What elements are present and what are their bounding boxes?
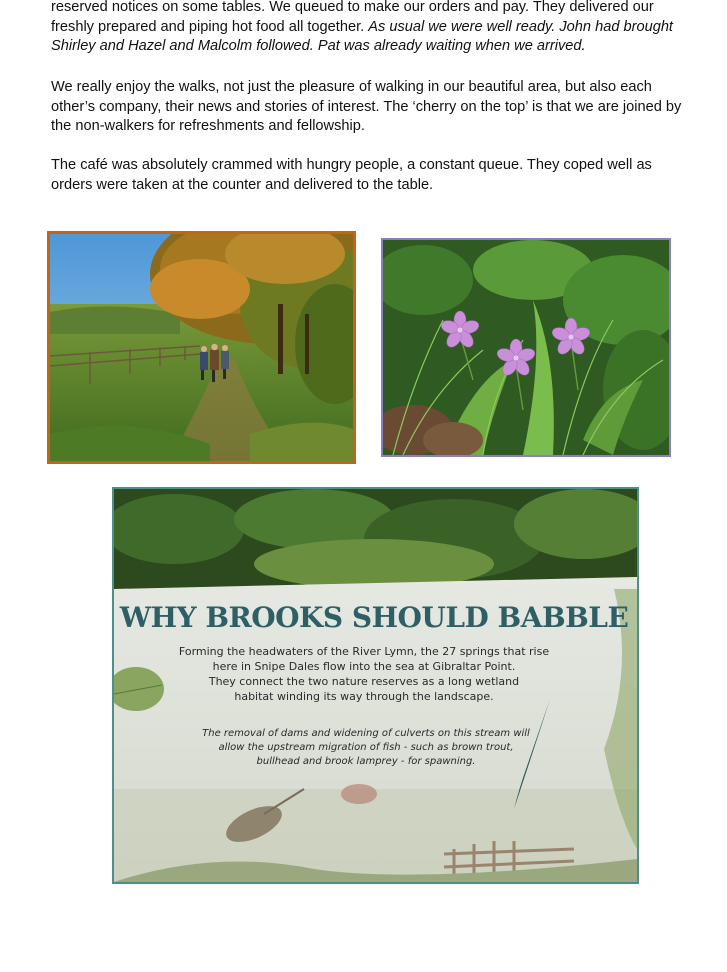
sign-text-line: allow the upstream migration of fish - such as brown trout,: [218, 742, 514, 753]
paragraph-cafe-orders-text: reserved notices on some tables. We queued to make our orders and pay. They delivered our freshly prepared and piping hot food all together.: [51, 0, 654, 35]
paragraph-walks: We really enjoy the walks, not just the pleasure of walking in our beautiful area, but also each other’s company, their news and stories of interest. The ‘cherry on the top’ is that we are joined by the non-walkers for refreshments and fellowship.: [51, 79, 682, 134]
flowers-illustration: [383, 240, 669, 455]
sign-illustration: [114, 489, 637, 882]
walkers-illustration: [50, 234, 353, 461]
sign-title: WHY BROOKS SHOULD BABBLE: [119, 601, 629, 634]
sign-text-line: The removal of dams and widening of culverts on this stream will: [202, 728, 530, 739]
photo-walkers-autumn-path: [47, 231, 356, 464]
paragraph-cafe-orders: [51, 0, 691, 57]
sign-text-line: bullhead and brook lamprey - for spawning.: [256, 756, 476, 767]
sign-text-line: habitat winding its way through the landscape.: [234, 690, 494, 703]
sign-text-line: Forming the headwaters of the River Lymn, the 27 springs that rise: [178, 645, 550, 658]
photo-information-sign: [112, 487, 639, 884]
sign-text-line: They connect the two nature reserves as a long wetland: [208, 675, 520, 688]
sign-text-line: here in Snipe Dales flow into the sea at Gibraltar Point.: [212, 660, 516, 673]
photo-pink-flowers: [381, 238, 671, 457]
paragraph-cafe-busy: The café was absolutely crammed with hungry people, a constant queue. They coped well as orders were taken at the counter and delivered to the table.: [51, 157, 652, 193]
paragraph-cafe-orders-italic: As usual we were well ready. John had brought Shirley and Hazel and Malcolm followed. Pat was already waiting when we arrived.: [51, 18, 673, 54]
